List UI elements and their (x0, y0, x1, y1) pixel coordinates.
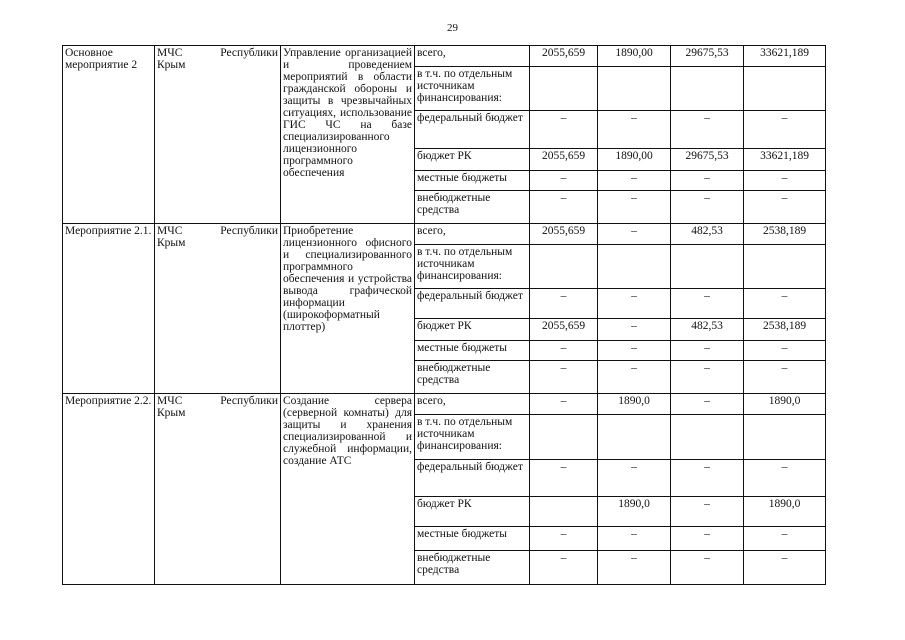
amount-cell-v4: – (744, 460, 826, 497)
event-name-cell: Основное мероприятие 2 (63, 46, 155, 224)
amount-cell-v2 (598, 67, 671, 111)
event-description-cell: Создание сервера (серверной комнаты) для защиты и хранения специализированной и служебной информации, создание АТС (281, 394, 415, 585)
amount-cell-v1: – (530, 341, 598, 361)
amount-cell-v3: – (671, 394, 744, 415)
amount-cell-v2 (598, 245, 671, 289)
amount-cell-v3: – (671, 191, 744, 224)
amount-cell-v3: – (671, 497, 744, 527)
funding-source-cell: всего, (415, 46, 530, 67)
amount-cell-v2: – (598, 460, 671, 497)
amount-cell-v3 (671, 415, 744, 460)
amount-cell-v4: – (744, 341, 826, 361)
amount-cell-v1 (530, 497, 598, 527)
amount-cell-v1: 2055,659 (530, 149, 598, 171)
executor-cell (155, 46, 281, 224)
executor-region: Крым (157, 407, 186, 419)
amount-cell-v2: 1890,0 (598, 394, 671, 415)
page-number: 29 (447, 22, 458, 34)
executor-org: МЧС (157, 225, 183, 237)
amount-cell-v1: – (530, 111, 598, 149)
amount-cell-v2: – (598, 289, 671, 319)
amount-cell-v2: – (598, 527, 671, 551)
amount-cell-v2: – (598, 224, 671, 245)
executor-republic: Республики (220, 395, 278, 407)
amount-cell-v4 (744, 415, 826, 460)
table-row (63, 394, 826, 415)
funding-source-cell: бюджет РК (415, 497, 530, 527)
event-description-cell: Приобретение лицензионного офисного и специализированного программного обеспечения и устройства вывода графической информации (широкоформатный плоттер) (281, 224, 415, 394)
amount-cell-v1: – (530, 289, 598, 319)
event-description-cell: Управление организацией и проведением мероприятий в области гражданской обороны и защиты в чрезвычайных ситуациях, использование ГИС ЧС на базе специализированного лицензионного программного обеспечения (281, 46, 415, 224)
amount-cell-v3 (671, 245, 744, 289)
amount-cell-v4: – (744, 551, 826, 585)
amount-cell-v3: – (671, 551, 744, 585)
amount-cell-v3: – (671, 341, 744, 361)
executor-cell (155, 224, 281, 394)
amount-cell-v4: – (744, 527, 826, 551)
amount-cell-v2: – (598, 111, 671, 149)
amount-cell-v2: – (598, 551, 671, 585)
amount-cell-v1: – (530, 394, 598, 415)
amount-cell-v2: – (598, 341, 671, 361)
executor-region: Крым (157, 237, 186, 249)
funding-table (62, 45, 826, 585)
funding-source-cell: всего, (415, 224, 530, 245)
funding-source-cell: внебюджетные средства (415, 191, 530, 224)
funding-source-cell: федеральный бюджет (415, 289, 530, 319)
amount-cell-v1: – (530, 171, 598, 191)
amount-cell-v4: 2538,189 (744, 319, 826, 341)
amount-cell-v1: 2055,659 (530, 319, 598, 341)
amount-cell-v3: 482,53 (671, 319, 744, 341)
amount-cell-v2: 1890,0 (598, 497, 671, 527)
amount-cell-v2: – (598, 361, 671, 394)
funding-source-cell: в т.ч. по отдельным источникам финансирования: (415, 245, 530, 289)
amount-cell-v4: – (744, 171, 826, 191)
amount-cell-v2 (598, 415, 671, 460)
amount-cell-v4 (744, 67, 826, 111)
table-row (63, 224, 826, 245)
funding-source-cell: местные бюджеты (415, 527, 530, 551)
amount-cell-v1: 2055,659 (530, 46, 598, 67)
amount-cell-v1: – (530, 527, 598, 551)
funding-source-cell: в т.ч. по отдельным источникам финансирования: (415, 67, 530, 111)
amount-cell-v1: – (530, 361, 598, 394)
funding-source-cell: федеральный бюджет (415, 460, 530, 497)
amount-cell-v4: 33621,189 (744, 149, 826, 171)
amount-cell-v4: – (744, 361, 826, 394)
amount-cell-v4: 2538,189 (744, 224, 826, 245)
amount-cell-v4: – (744, 111, 826, 149)
executor-cell (155, 394, 281, 585)
amount-cell-v1 (530, 415, 598, 460)
funding-source-cell: бюджет РК (415, 319, 530, 341)
executor-region: Крым (157, 59, 186, 71)
amount-cell-v3: 482,53 (671, 224, 744, 245)
amount-cell-v2: 1890,00 (598, 149, 671, 171)
amount-cell-v4: – (744, 191, 826, 224)
executor-republic: Республики (220, 225, 278, 237)
funding-source-cell: местные бюджеты (415, 171, 530, 191)
amount-cell-v4: 33621,189 (744, 46, 826, 67)
amount-cell-v1: 2055,659 (530, 224, 598, 245)
funding-source-cell: бюджет РК (415, 149, 530, 171)
amount-cell-v3: – (671, 361, 744, 394)
amount-cell-v3: 29675,53 (671, 149, 744, 171)
amount-cell-v3: – (671, 111, 744, 149)
amount-cell-v1: – (530, 460, 598, 497)
executor-org: МЧС (157, 395, 183, 407)
amount-cell-v2: – (598, 191, 671, 224)
amount-cell-v1: – (530, 191, 598, 224)
amount-cell-v3: – (671, 171, 744, 191)
amount-cell-v2: – (598, 319, 671, 341)
amount-cell-v4: – (744, 289, 826, 319)
amount-cell-v4: 1890,0 (744, 394, 826, 415)
amount-cell-v2: – (598, 171, 671, 191)
amount-cell-v4: 1890,0 (744, 497, 826, 527)
amount-cell-v3: – (671, 289, 744, 319)
amount-cell-v4 (744, 245, 826, 289)
funding-source-cell: внебюджетные средства (415, 551, 530, 585)
amount-cell-v2: 1890,00 (598, 46, 671, 67)
amount-cell-v3: – (671, 527, 744, 551)
funding-source-cell: в т.ч. по отдельным источникам финансирования: (415, 415, 530, 460)
table-row (63, 46, 826, 67)
event-name-cell: Мероприятие 2.2. (63, 394, 155, 585)
funding-source-cell: всего, (415, 394, 530, 415)
funding-source-cell: федеральный бюджет (415, 111, 530, 149)
amount-cell-v1: – (530, 551, 598, 585)
executor-org: МЧС (157, 47, 183, 59)
amount-cell-v3: 29675,53 (671, 46, 744, 67)
executor-republic: Республики (220, 47, 278, 59)
funding-source-cell: местные бюджеты (415, 341, 530, 361)
amount-cell-v3 (671, 67, 744, 111)
amount-cell-v1 (530, 245, 598, 289)
amount-cell-v3: – (671, 460, 744, 497)
funding-source-cell: внебюджетные средства (415, 361, 530, 394)
event-name-cell: Мероприятие 2.1. (63, 224, 155, 394)
amount-cell-v1 (530, 67, 598, 111)
